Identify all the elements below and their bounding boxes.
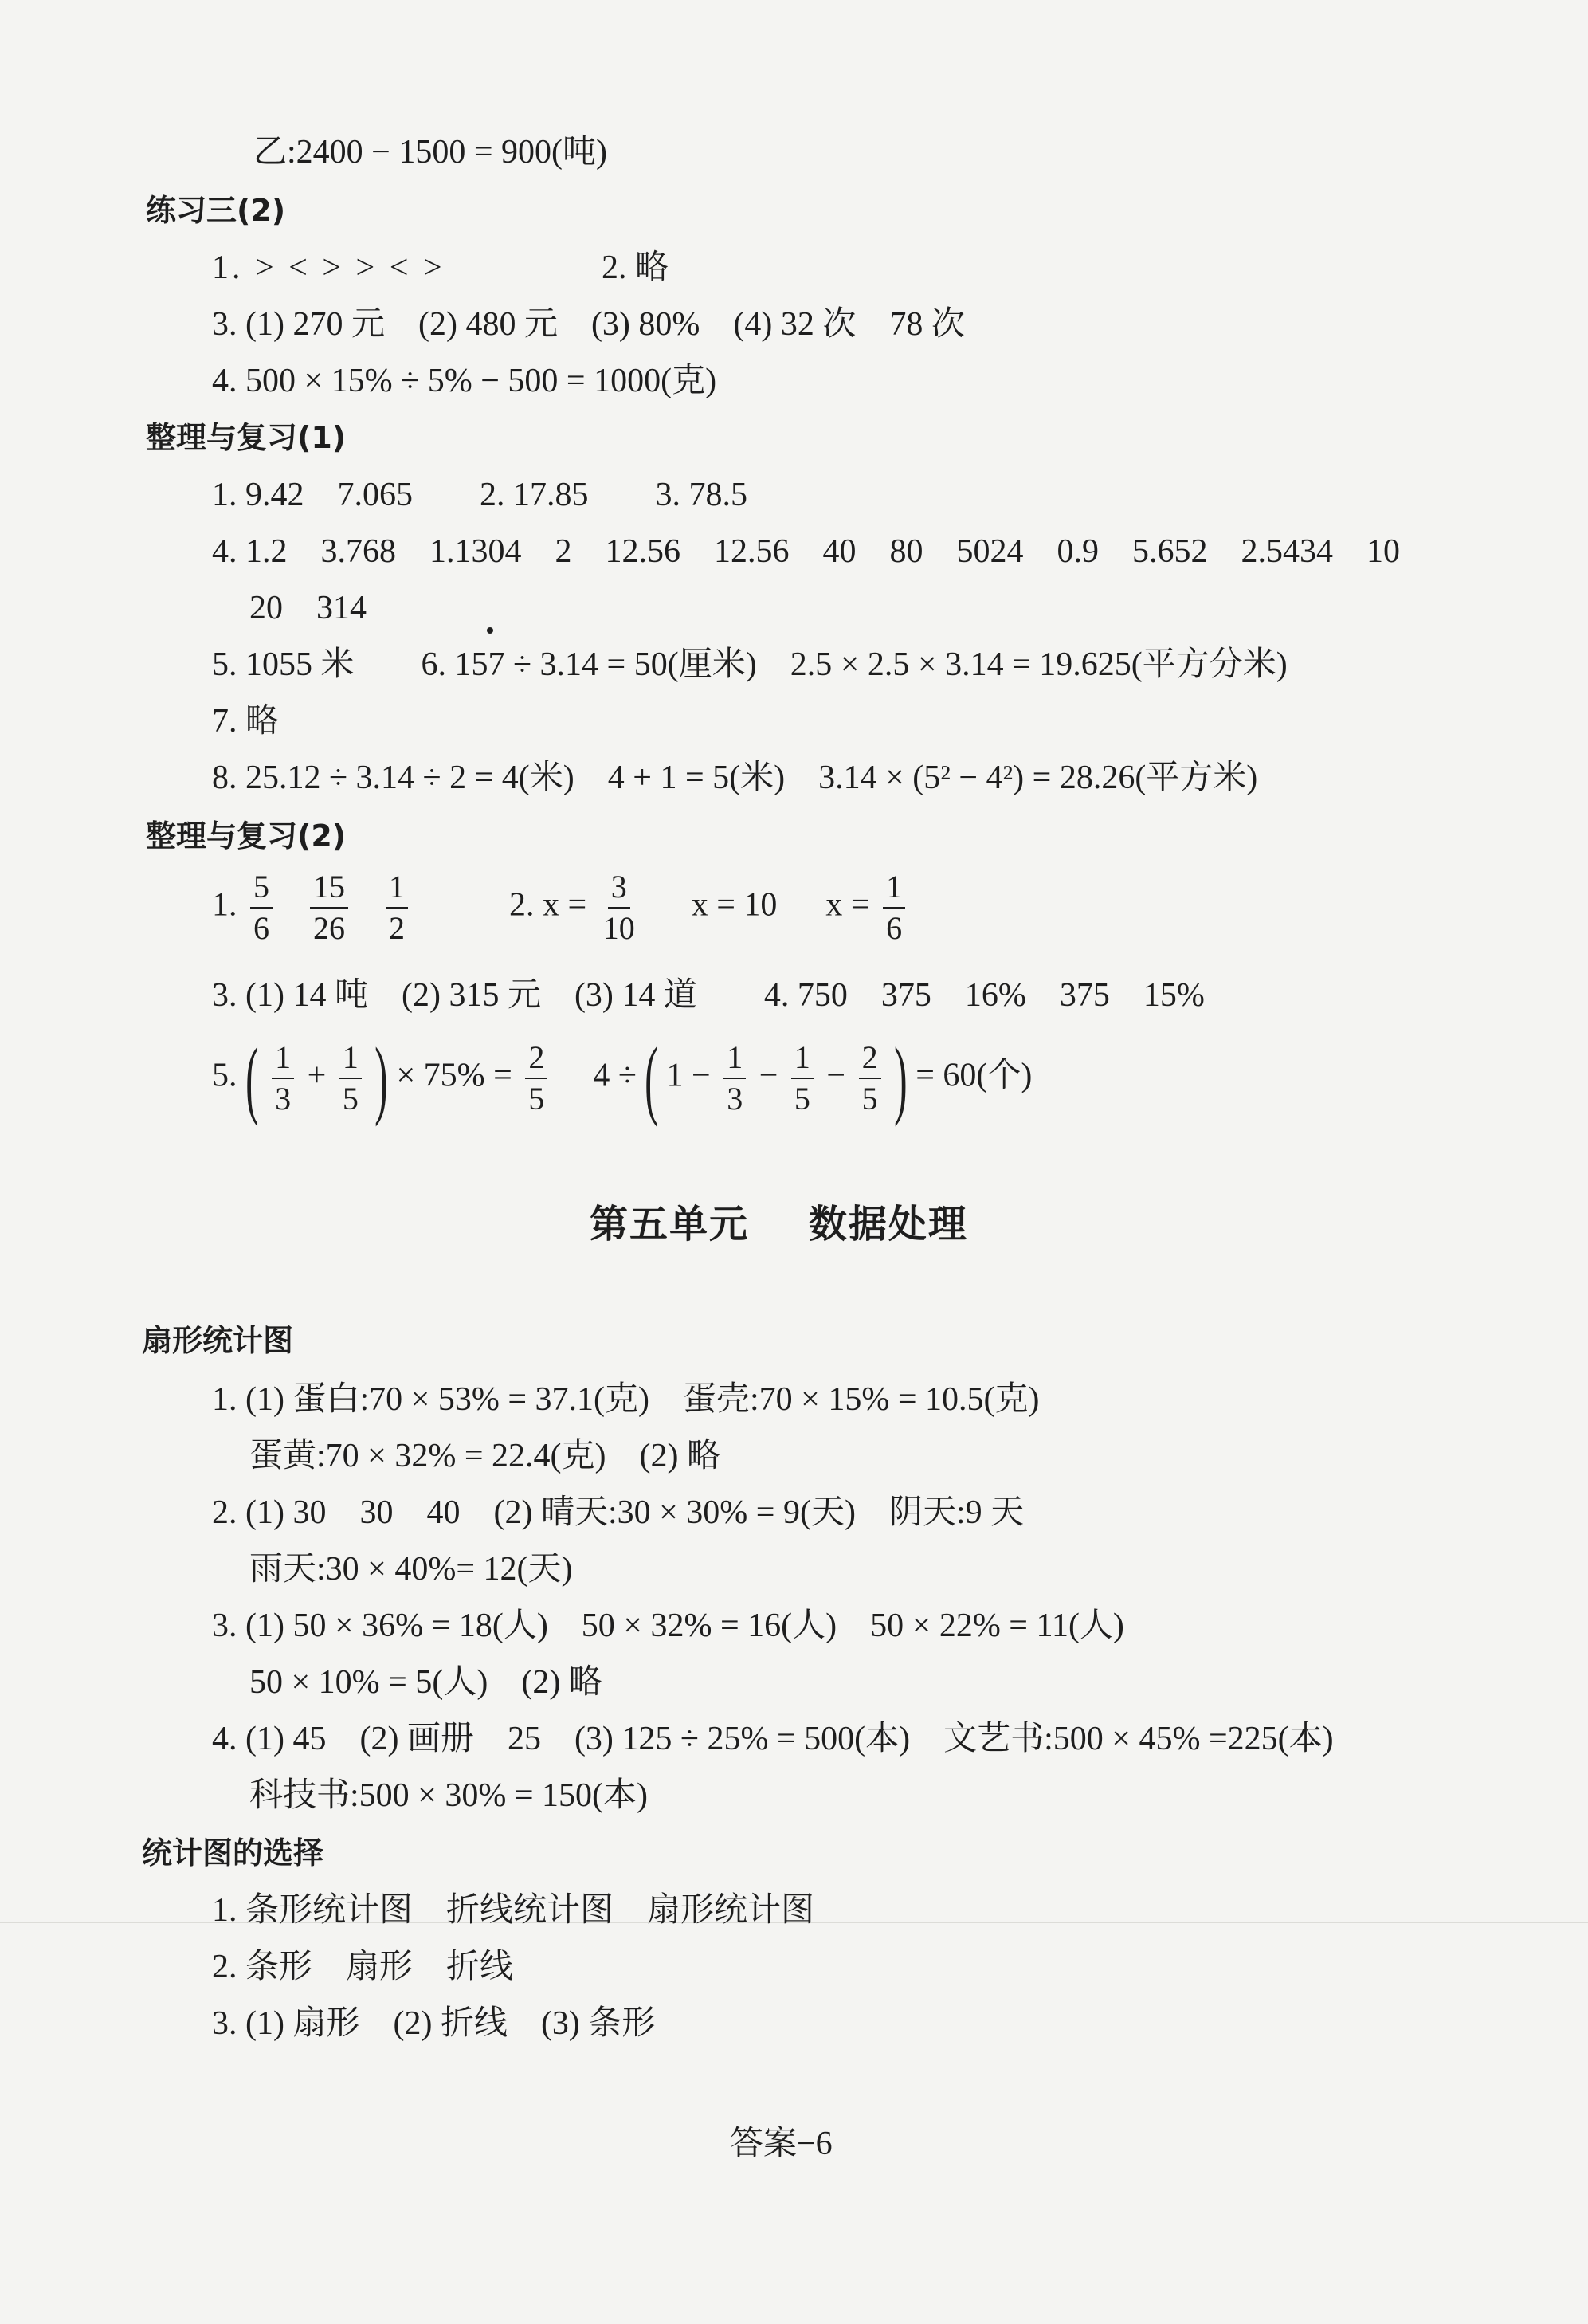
fraction: $\frac{5}{6}$ xyxy=(250,870,273,945)
answer-line: 1. > < > > < > xyxy=(212,249,445,286)
answer-line: 3. (1) 扇形 (2) 折线 (3) 条形 xyxy=(212,2005,656,2042)
equation-text: 1 − xyxy=(666,1057,711,1094)
operator: − xyxy=(759,1057,778,1094)
answer-line: 50 × 10% = 5(人) (2) 略 xyxy=(249,1664,602,1701)
answer-line: 4. 1.2 3.768 1.1304 2 12.56 12.56 40 80 5024 0.9 5.652 2.5434 10 xyxy=(212,533,1400,570)
answer-line: 2. (1) 30 30 40 (2) 晴天:30 × 30% = 9(天) 阴天:9 天 xyxy=(212,1494,1025,1531)
equation-text: × 75% = xyxy=(396,1057,512,1094)
fraction: $\frac{2}{5}$ xyxy=(525,1041,547,1116)
answer-line: 5. 1055 米 6. 157 ÷ 3.14 = 50(厘米) 2.5 × 2.5 × 3.14 = 19.625(平方分米) xyxy=(212,646,1288,683)
equation-text: = 60(个) xyxy=(916,1057,1033,1094)
fraction: $\frac{1}{5}$ xyxy=(339,1041,362,1116)
answer-line: 3. (1) 14 吨 (2) 315 元 (3) 14 道 4. 750 375 16% 375 15% xyxy=(212,977,1205,1014)
section-title-review-1: 整理与复习(1) xyxy=(146,420,347,455)
fraction: $\frac{1}{2}$ xyxy=(386,870,408,945)
answer-line: 2. 条形 扇形 折线 xyxy=(212,1949,514,1985)
fraction: $\frac{1}{6}$ xyxy=(883,870,905,945)
page-number: 答案−6 xyxy=(730,2126,833,2162)
left-paren: ( xyxy=(245,1030,259,1127)
answer-line: 1. 9.42 7.065 2. 17.85 3. 78.5 xyxy=(212,477,747,513)
answer-line: 1. (1) 蛋白:70 × 53% = 37.1(克) 蛋壳:70 × 15% = 10.5(克) xyxy=(212,1381,1040,1418)
fraction: $\frac{3}{10}$ xyxy=(602,869,635,946)
fraction: $\frac{1}{3}$ xyxy=(723,1041,746,1116)
answer-line: 4. 500 × 15% ÷ 5% − 500 = 1000(克) xyxy=(212,363,717,399)
answer-line: 蛋黄:70 × 32% = 22.4(克) (2) 略 xyxy=(249,1438,720,1474)
answer-line: 7. 略 xyxy=(212,703,280,740)
section-title-review-2: 整理与复习(2) xyxy=(146,819,347,854)
fraction: $\frac{1}{3}$ xyxy=(272,1041,294,1116)
fraction: $\frac{1}{5}$ xyxy=(791,1041,814,1116)
answer-line: 科技书:500 × 30% = 150(本) xyxy=(249,1777,649,1814)
equation-text: x = xyxy=(825,886,870,924)
answer-line: 乙:2400 − 1500 = 900(吨) xyxy=(253,134,608,171)
equation-text: x = 10 xyxy=(691,886,778,924)
item-label: 5. xyxy=(212,1057,237,1094)
item-label: 2. x = xyxy=(509,886,587,924)
repeating-decimal-dot xyxy=(487,627,493,634)
section-title-exercise-3-2: 练习三(2) xyxy=(146,193,286,228)
fraction-answer-line xyxy=(212,870,910,945)
answer-line: 20 314 xyxy=(249,590,367,626)
item-label: 1. xyxy=(212,886,237,924)
fraction: $\frac{15}{26}$ xyxy=(310,870,348,945)
section-title-chart-choice: 统计图的选择 xyxy=(142,1835,324,1871)
answer-line: 2. 略 xyxy=(602,249,669,286)
answer-line: 8. 25.12 ÷ 3.14 ÷ 2 = 4(米) 4 + 1 = 5(米) 3.14 × (5² − 4²) = 28.26(平方米) xyxy=(212,760,1258,796)
operator: + xyxy=(307,1057,327,1094)
answer-line: 1. 条形统计图 折线统计图 扇形统计图 xyxy=(212,1892,815,1929)
answer-line: 雨天:30 × 40%= 12(天) xyxy=(249,1551,573,1588)
right-paren: ) xyxy=(894,1030,908,1127)
fraction: $\frac{2}{5}$ xyxy=(859,1041,881,1116)
left-paren: ( xyxy=(645,1030,658,1127)
answer-line: 3. (1) 270 元 (2) 480 元 (3) 80% (4) 32 次 78 次 xyxy=(212,306,965,343)
equation-text: 4 ÷ xyxy=(593,1057,637,1094)
operator: − xyxy=(826,1057,846,1094)
answer-line: 4. (1) 45 (2) 画册 25 (3) 125 ÷ 25% = 500(本) 文艺书:500 × 45% =225(本) xyxy=(212,1721,1334,1757)
fraction-answer-line xyxy=(212,1030,1033,1127)
right-paren: ) xyxy=(374,1030,388,1127)
section-title-pie-chart: 扇形统计图 xyxy=(142,1323,294,1358)
unit-title: 第五单元 数据处理 xyxy=(590,1202,968,1246)
answer-line: 3. (1) 50 × 36% = 18(人) 50 × 32% = 16(人) 50 × 22% = 11(人) xyxy=(212,1608,1124,1644)
